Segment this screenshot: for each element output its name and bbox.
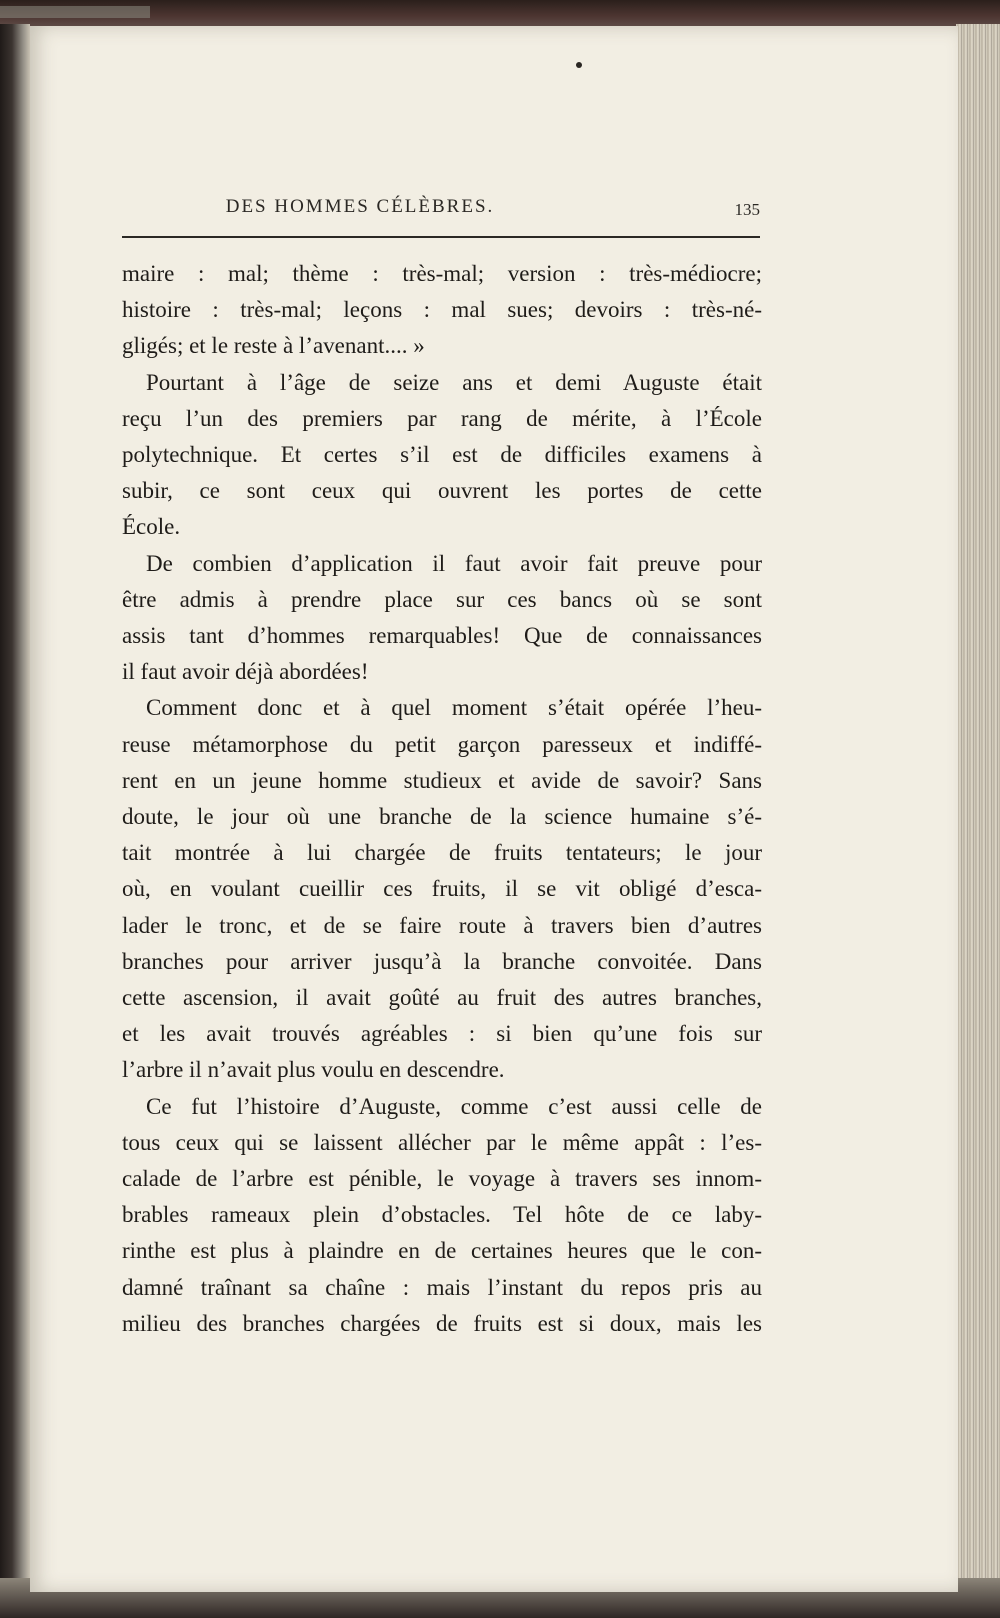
text-line: maire : mal; thème : très-mal; version : très-médiocre;: [122, 261, 762, 286]
text-line: doute, le jour où une branche de la science humaine s’é-: [122, 804, 762, 830]
text-line: De combien d’application il faut avoir fait preuve pour: [146, 550, 762, 576]
text-line: École.: [122, 514, 181, 540]
body-text: [122, 256, 762, 1342]
text-line: être admis à prendre place sur ces bancs où se sont: [122, 586, 762, 612]
text-line: Ce fut l’histoire d’Auguste, comme c’est aussi celle de: [146, 1093, 762, 1119]
ink-speck: [576, 62, 582, 68]
text-line: l’arbre il n’avait plus voulu en descendre.: [122, 1057, 505, 1083]
text-line: assis tant d’hommes remarquables! Que de connaissances: [122, 623, 762, 649]
text-line: et les avait trouvés agréables : si bien qu’une fois sur: [122, 1021, 762, 1047]
page-number: 135: [734, 200, 760, 219]
text-line: reuse métamorphose du petit garçon paresseux et indiffé-: [122, 731, 762, 757]
text-line: lader le tronc, et de se faire route à travers bien d’autres: [122, 912, 762, 938]
text-line: calade de l’arbre est pénible, le voyage à travers ses innom-: [122, 1166, 762, 1192]
text-line: rinthe est plus à plaindre en de certaines heures que le con-: [122, 1238, 762, 1264]
text-line: tous ceux qui se laissent allécher par le même appât : l’es-: [122, 1129, 762, 1155]
text-line: subir, ce sont ceux qui ouvrent les portes de cette: [122, 478, 762, 504]
running-title: DES HOMMES CÉLÈBRES.: [225, 196, 495, 217]
text-line: polytechnique. Et certes s’il est de difficiles examens à: [122, 442, 762, 468]
running-head: [120, 172, 760, 232]
text-line: où, en voulant cueillir ces fruits, il se vit obligé d’esca-: [122, 876, 762, 902]
page-stack-edge: [956, 24, 1000, 1618]
text-line: reçu l’un des premiers par rang de mérite, à l’École: [122, 405, 762, 431]
text-line: rent en un jeune homme studieux et avide de savoir? Sans: [122, 767, 762, 793]
text-line: gligés; et le reste à l’avenant.... »: [122, 333, 425, 359]
text-line: Comment donc et à quel moment s’était opérée l’heu-: [146, 695, 762, 721]
book-page: [30, 26, 958, 1592]
text-line: cette ascension, il avait goûté au fruit des autres branches,: [122, 985, 762, 1011]
book-binding-gutter: [0, 24, 30, 1618]
text-line: damné traînant sa chaîne : mais l’instant du repos pris au: [122, 1274, 762, 1300]
text-line: histoire : très-mal; leçons : mal sues; devoirs : très-né-: [122, 297, 762, 323]
text-line: il faut avoir déjà abordées!: [122, 659, 369, 685]
header-rule: [122, 236, 760, 238]
text-line: tait montrée à lui chargée de fruits tentateurs; le jour: [122, 840, 762, 866]
text-line: milieu des branches chargées de fruits est si doux, mais les: [122, 1310, 762, 1336]
text-line: branches pour arriver jusqu’à la branche convoitée. Dans: [122, 948, 762, 974]
text-line: Pourtant à l’âge de seize ans et demi Auguste était: [146, 369, 762, 395]
text-line: brables rameaux plein d’obstacles. Tel hôte de ce laby-: [122, 1202, 762, 1228]
